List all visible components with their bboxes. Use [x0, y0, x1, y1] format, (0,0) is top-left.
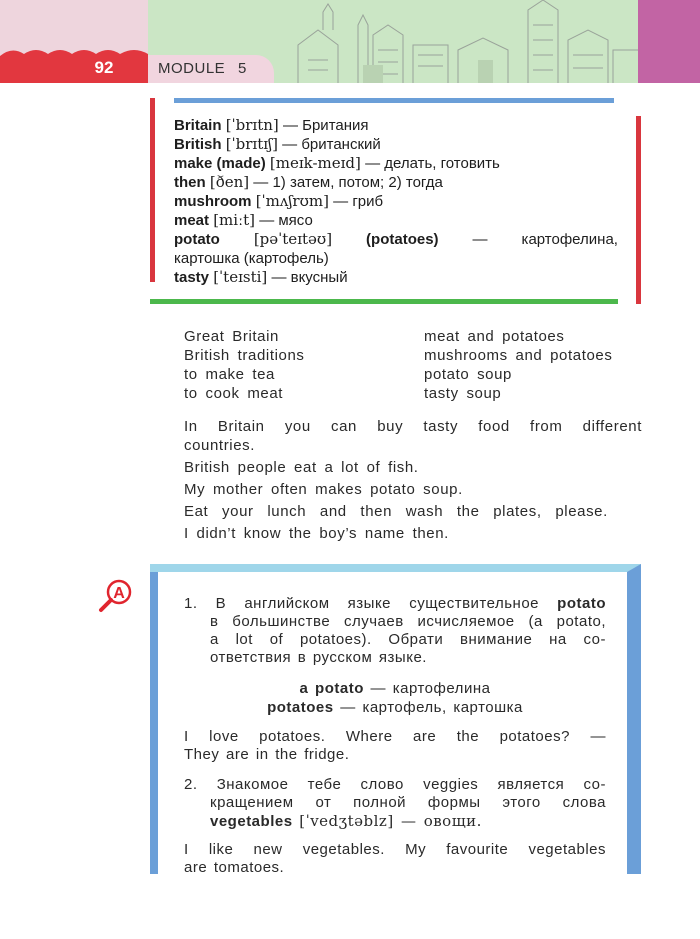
- word: are: [413, 728, 437, 745]
- note-top-border: [150, 564, 641, 572]
- note-line: [210, 794, 606, 812]
- word: I: [184, 841, 189, 858]
- vocab-word: mushroom: [174, 193, 252, 210]
- vocab-dash: —: [259, 212, 275, 229]
- sentence-line: [184, 502, 608, 521]
- word: food: [478, 418, 510, 435]
- word: от: [315, 794, 332, 811]
- example-translation: — картофелина: [363, 680, 491, 697]
- word: of: [269, 631, 284, 648]
- word: —: [590, 728, 606, 745]
- phrases-left-column: [184, 327, 305, 403]
- word: potato,: [556, 613, 606, 630]
- vocab-transcription: [pəˈteɪtəʊ]: [253, 230, 333, 248]
- phrase-item: meat and potatoes: [424, 328, 565, 345]
- word: wash: [405, 503, 444, 520]
- note-item-1: [184, 595, 606, 667]
- word: существительное: [409, 595, 540, 612]
- phrase-item: mushrooms and potatoes: [424, 347, 613, 364]
- word: potatoes?: [499, 728, 570, 745]
- word: lunch: [267, 503, 307, 520]
- word: from: [530, 418, 563, 435]
- module-label: MODULE: [158, 60, 226, 77]
- word: vegetables: [528, 841, 606, 858]
- word-bold: vegetables: [210, 813, 293, 830]
- word: veggies: [423, 776, 479, 793]
- vocab-entry: [174, 230, 618, 249]
- word: please.: [555, 503, 608, 520]
- vocab-right-red-bar: [636, 116, 641, 304]
- note-item-2: [184, 776, 606, 831]
- word: you: [284, 418, 311, 435]
- phrase-item: potato soup: [424, 366, 512, 383]
- word: слово: [360, 776, 404, 793]
- example-translation: — картофель, картошка: [333, 699, 523, 716]
- vocab-transcription: [ˈbrɪtn]: [225, 116, 279, 134]
- vocab-entry-continuation: [174, 249, 620, 268]
- header-wave-decoration: [0, 44, 148, 64]
- word: со-: [583, 631, 606, 648]
- note-line: [184, 841, 606, 859]
- note-line: [210, 812, 606, 831]
- note-line: are tomatoes.: [184, 859, 285, 876]
- vocab-dash: —: [271, 269, 287, 286]
- word: кращением: [210, 794, 294, 811]
- phrase-item: to cook meat: [184, 385, 284, 402]
- word: and: [319, 503, 347, 520]
- word: слова: [562, 794, 606, 811]
- module-number: 5: [238, 60, 247, 77]
- word: vegetables.: [302, 841, 385, 858]
- note-line: [184, 728, 606, 746]
- transcription-and-meaning: [ˈvedʒtəblz] — овощи.: [299, 812, 482, 830]
- vocab-word: make (made): [174, 155, 266, 172]
- vocab-meaning: делать, готовить: [384, 155, 500, 172]
- vocab-meaning: 1) затем, потом; 2) тогда: [272, 174, 443, 191]
- vocab-transcription: [ˈteɪsti]: [213, 268, 268, 286]
- vocab-word: meat: [174, 212, 210, 229]
- vocab-dash: —: [282, 117, 298, 134]
- word: buy: [377, 418, 404, 435]
- icon-letter: A: [113, 585, 125, 602]
- vocab-word: Britain: [174, 117, 222, 134]
- note-line: [184, 595, 606, 613]
- vocab-plural: (potatoes): [366, 231, 439, 248]
- vocab-entry: [174, 135, 620, 154]
- word: в: [210, 613, 219, 630]
- sentence-1: [184, 417, 642, 455]
- word: Знакомое: [216, 776, 289, 793]
- note-number: 2.: [184, 776, 198, 793]
- word: полной: [353, 794, 407, 811]
- word: английском: [244, 595, 330, 612]
- word: the: [456, 728, 480, 745]
- vocab-word: then: [174, 174, 206, 191]
- word: love: [209, 728, 239, 745]
- word: My: [405, 841, 427, 858]
- example-word: a potato: [299, 680, 364, 697]
- word: (a: [528, 613, 543, 630]
- word: В: [215, 595, 227, 612]
- vocab-meaning: Британия: [302, 117, 369, 134]
- vocab-entry: [174, 116, 620, 135]
- vocab-dash: —: [472, 231, 488, 248]
- word: исчисляемое: [417, 613, 515, 630]
- note-line: ответствия в русском языке.: [210, 649, 427, 666]
- note-example-sentence-1: [184, 728, 606, 764]
- word: случаев: [343, 613, 404, 630]
- note-line: [210, 613, 606, 631]
- note-number: 1.: [184, 595, 198, 612]
- vocab-entry: [174, 268, 620, 287]
- word: Обрати: [388, 631, 444, 648]
- vocab-meaning: вкусный: [290, 269, 348, 286]
- word: potatoes).: [299, 631, 372, 648]
- word: a: [210, 631, 219, 648]
- word: then: [360, 503, 393, 520]
- vocab-word: British: [174, 136, 222, 153]
- note-left-border: [150, 572, 158, 874]
- phrase-item: to make tea: [184, 366, 275, 383]
- vocab-dash: —: [365, 155, 381, 172]
- sentence-3: My mother often makes potato soup.: [184, 481, 463, 498]
- phrase-item: Great Britain: [184, 328, 279, 345]
- vocab-left-red-bar: [150, 98, 155, 282]
- sentence-2: British people eat a lot of fish.: [184, 459, 419, 476]
- word: lot: [235, 631, 253, 648]
- vocab-entry: [174, 211, 620, 230]
- word: can: [331, 418, 357, 435]
- phrases-right-column: [424, 327, 612, 403]
- word: like: [208, 841, 234, 858]
- vocab-entry: [174, 154, 620, 173]
- note-line: [184, 776, 606, 794]
- vocab-entry: [174, 173, 620, 192]
- page-number: 92: [94, 58, 114, 77]
- vocab-word: tasty: [174, 269, 210, 286]
- vocab-bottom-green-bar: [150, 299, 618, 304]
- vocab-transcription: [ðen]: [209, 173, 250, 191]
- word: favourite: [446, 841, 509, 858]
- word: different: [582, 418, 642, 435]
- word-bold: potato: [557, 595, 606, 612]
- vocab-dash: —: [333, 193, 349, 210]
- sentence-4: [184, 502, 642, 521]
- word: со-: [583, 776, 606, 793]
- word: plates,: [493, 503, 542, 520]
- vocab-meaning: гриб: [352, 193, 384, 210]
- word: In: [184, 418, 198, 435]
- vocab-transcription: [ˈmʌʃrʊm]: [255, 192, 329, 210]
- word: the: [456, 503, 480, 520]
- vocab-dash: —: [282, 136, 298, 153]
- vocab-transcription: [meɪk-meɪd]: [269, 154, 361, 172]
- word: на: [549, 631, 567, 648]
- word: тебе: [307, 776, 342, 793]
- word: Where: [345, 728, 393, 745]
- word: формы: [427, 794, 481, 811]
- vocab-meaning-continuation: картошка (картофель): [174, 250, 329, 267]
- word: tasty: [423, 418, 459, 435]
- example-2: [184, 699, 606, 717]
- magnifier-attention-icon: [96, 578, 136, 614]
- example-word: potatoes: [267, 699, 334, 716]
- vocab-word: potato: [174, 231, 220, 248]
- note-line: They are in the fridge.: [184, 746, 350, 763]
- word: potatoes.: [259, 728, 326, 745]
- word: I: [184, 728, 189, 745]
- vocab-meaning: картофелина,: [521, 231, 618, 248]
- example-1: [184, 680, 606, 698]
- word: большинстве: [232, 613, 331, 630]
- word: внимание: [460, 631, 533, 648]
- word: является: [497, 776, 565, 793]
- vocab-top-blue-bar: [174, 98, 614, 103]
- word: your: [222, 503, 254, 520]
- phrase-item: tasty soup: [424, 385, 502, 402]
- vocab-meaning: мясо: [278, 212, 313, 229]
- note-right-border: [627, 572, 641, 874]
- word: этого: [502, 794, 541, 811]
- word: языке: [347, 595, 392, 612]
- word: Britain: [217, 418, 265, 435]
- sentence-line: countries.: [184, 437, 256, 454]
- header-magenta-block: [638, 0, 700, 83]
- word: Eat: [184, 503, 209, 520]
- page-header: [0, 0, 700, 84]
- vocab-transcription: [miːt]: [213, 211, 256, 229]
- word: new: [253, 841, 283, 858]
- vocab-meaning: британский: [301, 136, 381, 153]
- note-example-sentence-2: [184, 841, 606, 877]
- vocab-transcription: [ˈbrɪtɪʃ]: [225, 135, 278, 153]
- note-line: [210, 631, 606, 649]
- sentence-5: I didn’t know the boy’s name then.: [184, 525, 449, 542]
- vocab-entry: [174, 192, 620, 211]
- phrase-item: British traditions: [184, 347, 305, 364]
- vocabulary-list: [174, 116, 620, 287]
- vocab-dash: —: [253, 174, 269, 191]
- sentence-line: [184, 417, 642, 436]
